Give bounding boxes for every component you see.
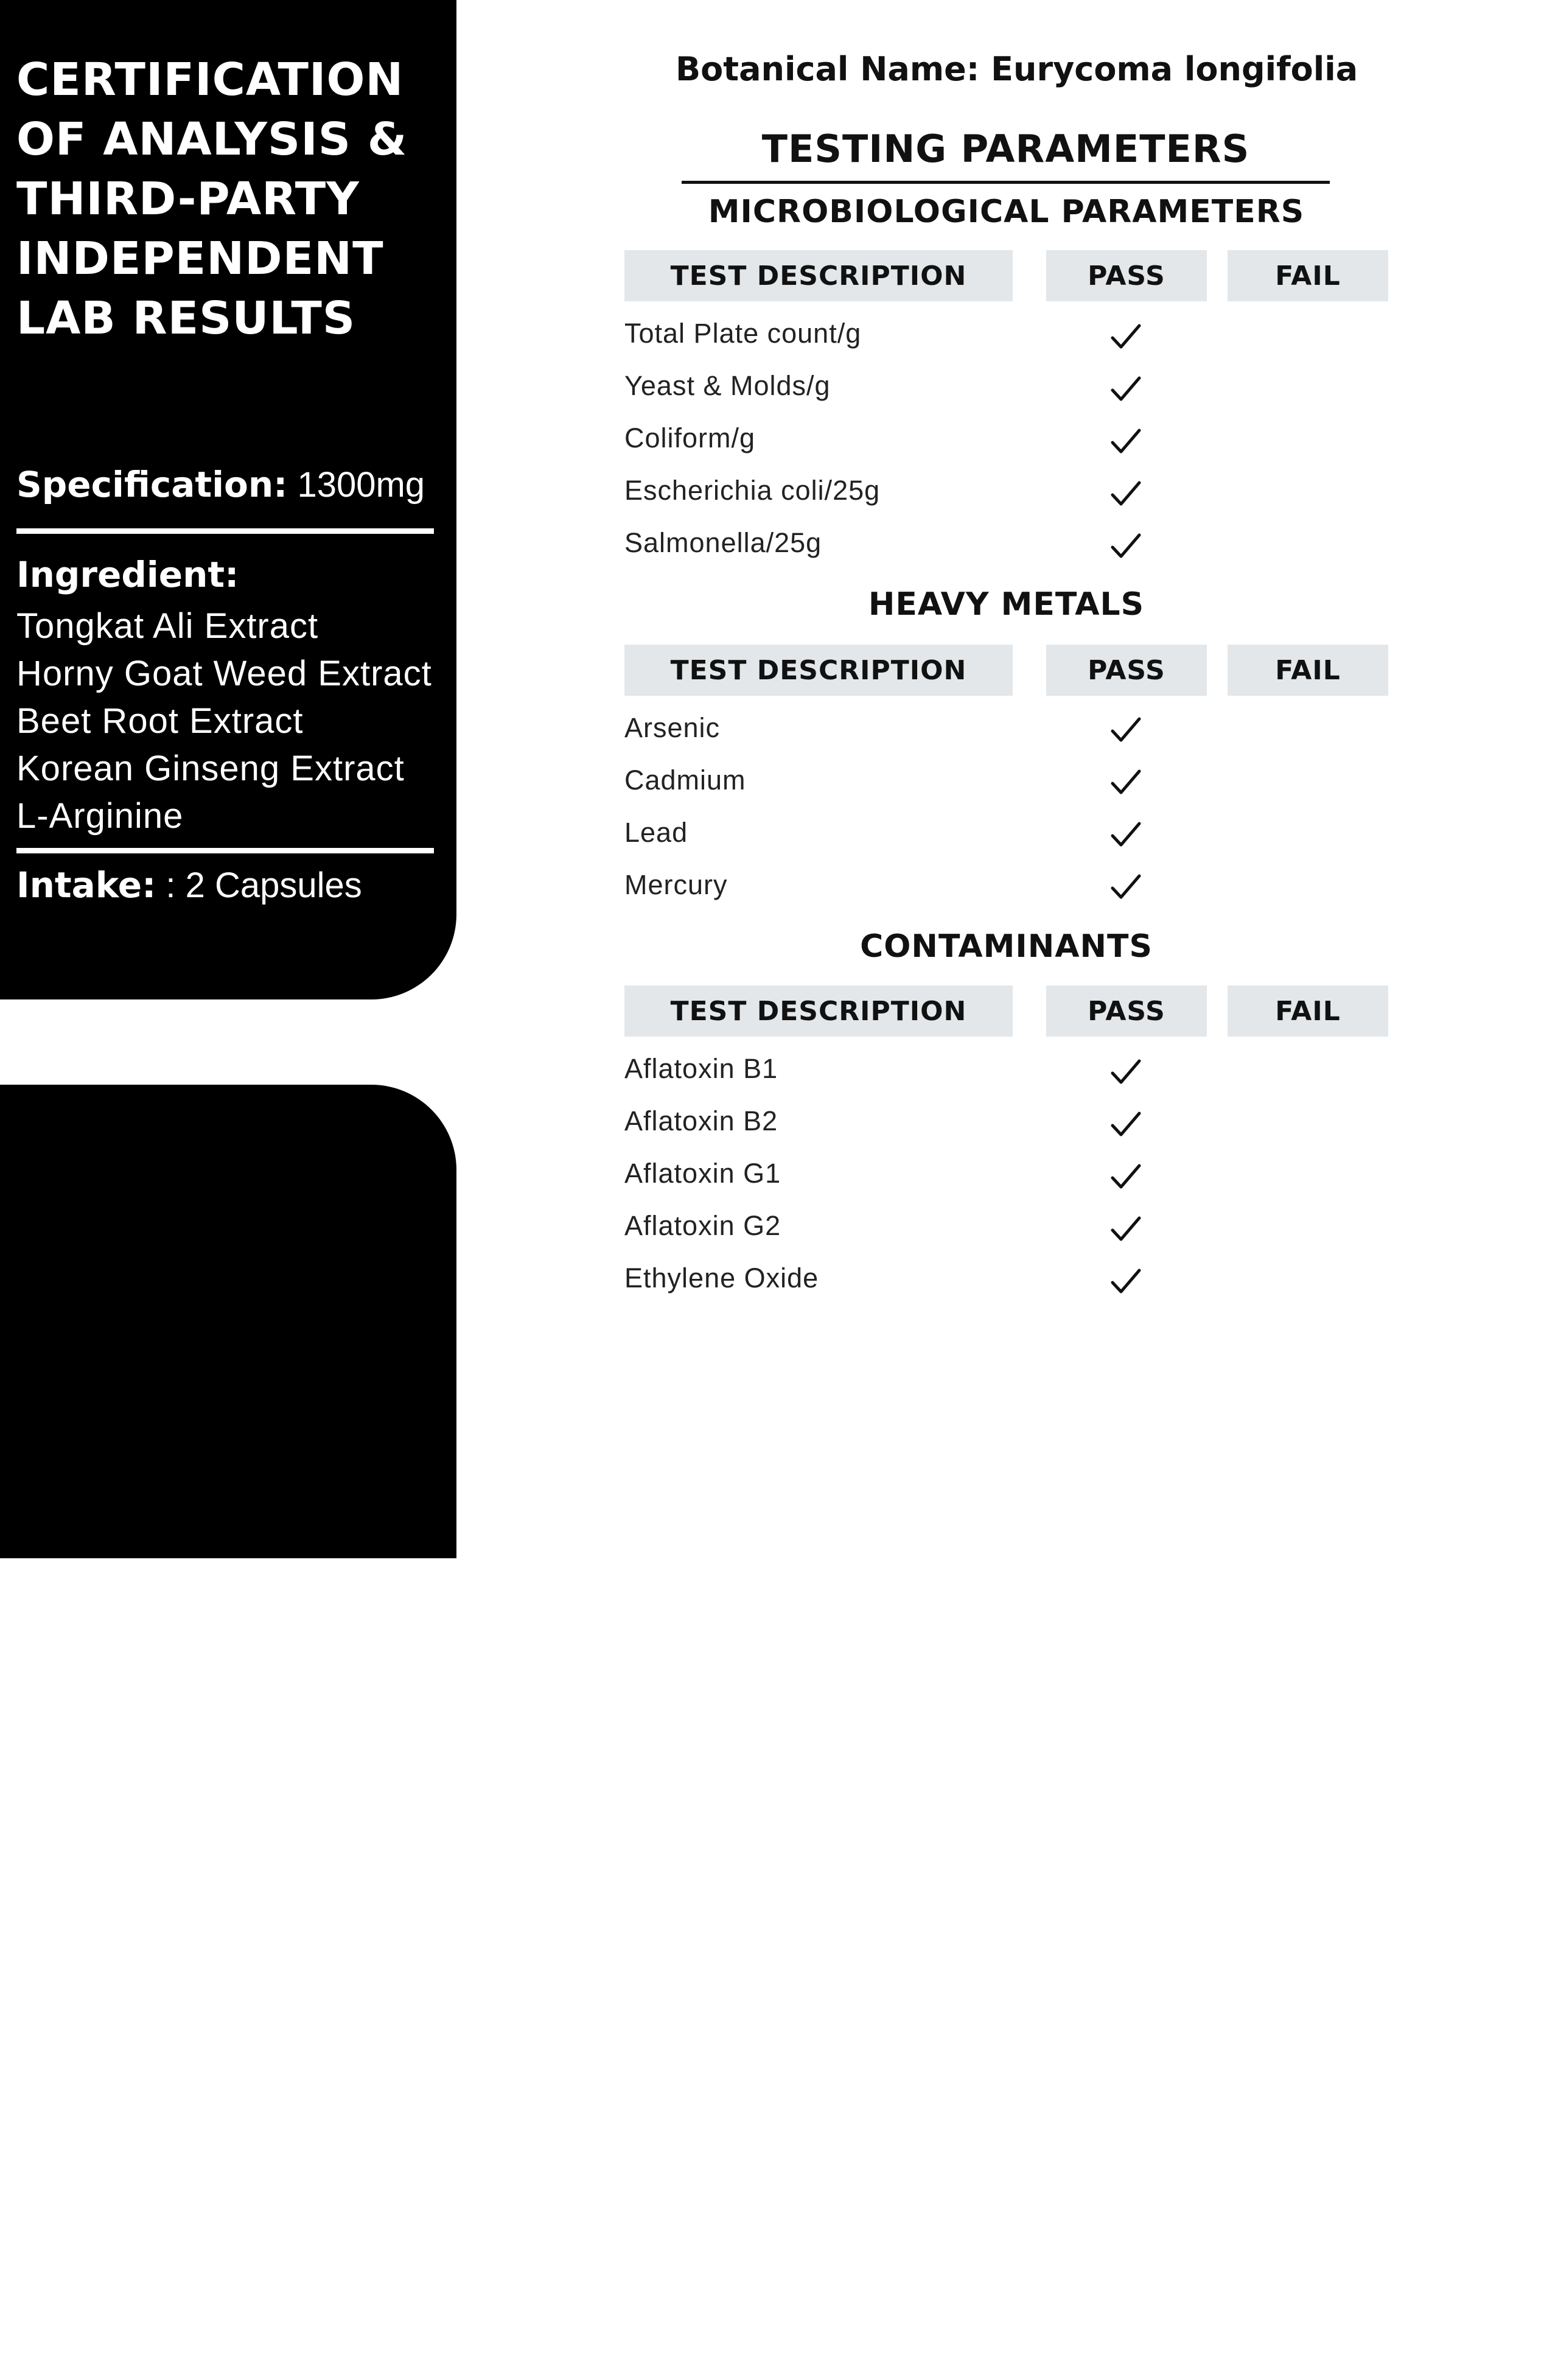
- column-header-fail: FAIL: [1228, 985, 1388, 1037]
- checkmark-icon: [1110, 532, 1142, 560]
- title-underline: [682, 181, 1330, 184]
- section-title-contaminants: CONTAMINANTS: [860, 928, 1153, 965]
- checkmark-icon: [1110, 1215, 1142, 1243]
- testing-parameters-title: TESTING PARAMETERS: [761, 127, 1250, 171]
- test-row-label: Mercury: [624, 869, 728, 900]
- page-title: CERTIFICATION OF ANALYSIS & THIRD-PARTY INDEPENDENT LAB RESULTS: [16, 54, 408, 345]
- botanical-name: Botanical Name: Eurycoma longifolia: [676, 50, 1358, 88]
- column-header-test-description: TEST DESCRIPTION: [624, 985, 1013, 1037]
- checkmark-icon: [1110, 1110, 1142, 1138]
- checkmark-icon: [1110, 1163, 1142, 1191]
- test-row-label: Ethylene Oxide: [624, 1262, 819, 1293]
- intake: [16, 864, 362, 906]
- divider: [16, 528, 434, 534]
- test-row-label: Aflatoxin B1: [624, 1053, 778, 1084]
- test-row-label: Cadmium: [624, 765, 746, 796]
- test-row-label: Escherichia coli/25g: [624, 475, 881, 506]
- column-header-pass: PASS: [1046, 250, 1207, 301]
- test-row-label: Aflatoxin B2: [624, 1105, 778, 1136]
- checkmark-icon: [1110, 873, 1142, 901]
- checkmark-icon: [1110, 821, 1142, 849]
- section-title-microbiological: MICROBIOLOGICAL PARAMETERS: [708, 194, 1305, 230]
- divider: [16, 848, 434, 853]
- column-header-test-description: TEST DESCRIPTION: [624, 645, 1013, 696]
- test-row-label: Lead: [624, 817, 688, 848]
- ingredient-item: Tongkat Ali Extract: [16, 606, 319, 646]
- checkmark-icon: [1110, 1267, 1142, 1295]
- column-header-test-description: TEST DESCRIPTION: [624, 250, 1013, 301]
- ingredient-item: Korean Ginseng Extract: [16, 749, 405, 788]
- checkmark-icon: [1110, 1058, 1142, 1086]
- column-header-pass: PASS: [1046, 985, 1207, 1037]
- ingredient-label: Ingredient:: [16, 554, 239, 595]
- checkmark-icon: [1110, 480, 1142, 508]
- note-panel: [0, 1085, 456, 2378]
- checkmark-icon: [1110, 716, 1142, 744]
- checkmark-icon: [1110, 375, 1142, 403]
- intake-label: Intake:: [16, 864, 156, 906]
- availability-note: Certificate of analysis and third-party lab result documentation available upon request.: [19, 2231, 439, 2378]
- test-row-label: Arsenic: [624, 712, 721, 743]
- ingredient-list: [16, 603, 432, 840]
- intake-value: : 2 Capsules: [156, 866, 362, 905]
- specification: [16, 464, 425, 505]
- checkmark-icon: [1110, 427, 1142, 455]
- test-row-label: Aflatoxin G1: [624, 1158, 781, 1189]
- checkmark-icon: [1110, 768, 1142, 796]
- specification-value: 1300mg: [287, 465, 425, 505]
- column-header-pass: PASS: [1046, 645, 1207, 696]
- checkmark-icon: [1110, 323, 1142, 351]
- test-row-label: Yeast & Molds/g: [624, 370, 831, 401]
- test-row-label: Salmonella/25g: [624, 527, 822, 558]
- test-row-label: Aflatoxin G2: [624, 1210, 781, 1241]
- column-header-fail: FAIL: [1228, 250, 1388, 301]
- ingredient-item: Beet Root Extract: [16, 701, 304, 741]
- test-row-label: Coliform/g: [624, 422, 756, 453]
- ingredient-item: Horny Goat Weed Extract: [16, 654, 432, 693]
- specification-label: Specification:: [16, 464, 288, 505]
- section-title-heavy-metals: HEAVY METALS: [868, 586, 1145, 623]
- info-panel: [0, 0, 456, 999]
- test-row-label: Total Plate count/g: [624, 318, 862, 349]
- ingredient-item: L-Arginine: [16, 796, 184, 836]
- column-header-fail: FAIL: [1228, 645, 1388, 696]
